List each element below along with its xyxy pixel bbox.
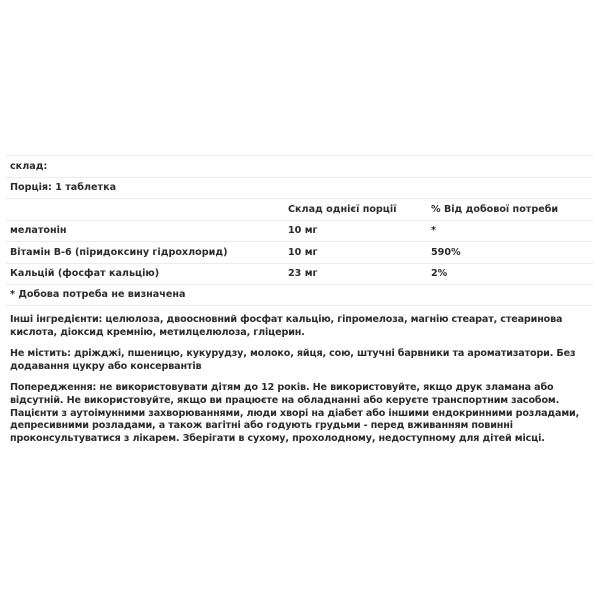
nutrient-daily-value: * [431, 225, 437, 237]
composition-heading: склад: [10, 160, 48, 172]
nutrient-name: Кальцій (фосфат кальцію) [10, 268, 160, 280]
nutrient-daily-value: 590% [431, 246, 461, 258]
nutrient-amount: 23 мг [288, 268, 318, 280]
serving-size-row [6, 177, 593, 199]
column-header-daily-value: % Від добової потреби [431, 203, 559, 215]
nutrient-daily-value: 2% [431, 268, 448, 280]
nutrient-name: Вітамін B-6 (піридоксину гідрохлорид) [10, 246, 228, 258]
table-row [6, 241, 593, 263]
column-header-amount: Склад однієї порції [288, 203, 397, 215]
warning-text: Попередження: не використовувати дітям до 12 років. Не використовуйте, якщо друк зламана або відсутній. Не використовуйте, якщо ви працюєте на обладнанні або керуєте транспортним засобом. Пацієнти з аутоімунними захворюваннями, люди хворі на діабет або іншими ендокринними розладами, депресивними розладами, а також вагітні або годують грудьми - перед вживанням повинні проконсультуватися з лікарем. Зберігати в сухому, прохолодному, недоступному для дітей місці. [10, 382, 580, 445]
nutrient-amount: 10 мг [288, 225, 318, 237]
nutrient-amount: 10 мг [288, 246, 318, 258]
supplement-facts-table [6, 155, 593, 306]
table-row [6, 263, 593, 285]
table-row [6, 220, 593, 242]
nutrient-name: мелатонін [10, 225, 67, 237]
other-ingredients: Інші інгредієнти: целюлоза, двоосновний фосфат кальцію, гіпромелоза, магнію стеарат, стеаринова кислота, діоксид кремнію, метилцелюлоза, гліцерин. [10, 314, 563, 338]
daily-value-footnote: * Добова потреба не визначена [10, 289, 186, 301]
footnote-row [6, 284, 593, 306]
serving-size: Порція: 1 таблетка [10, 182, 117, 194]
does-not-contain: Не містить: дріжджі, пшеницю, кукурудзу, молоко, яйця, сою, штучні барвники та ароматизатори. Без додавання цукру або консервантів [10, 348, 576, 372]
table-header-row [6, 198, 593, 220]
composition-heading-row [6, 155, 593, 177]
